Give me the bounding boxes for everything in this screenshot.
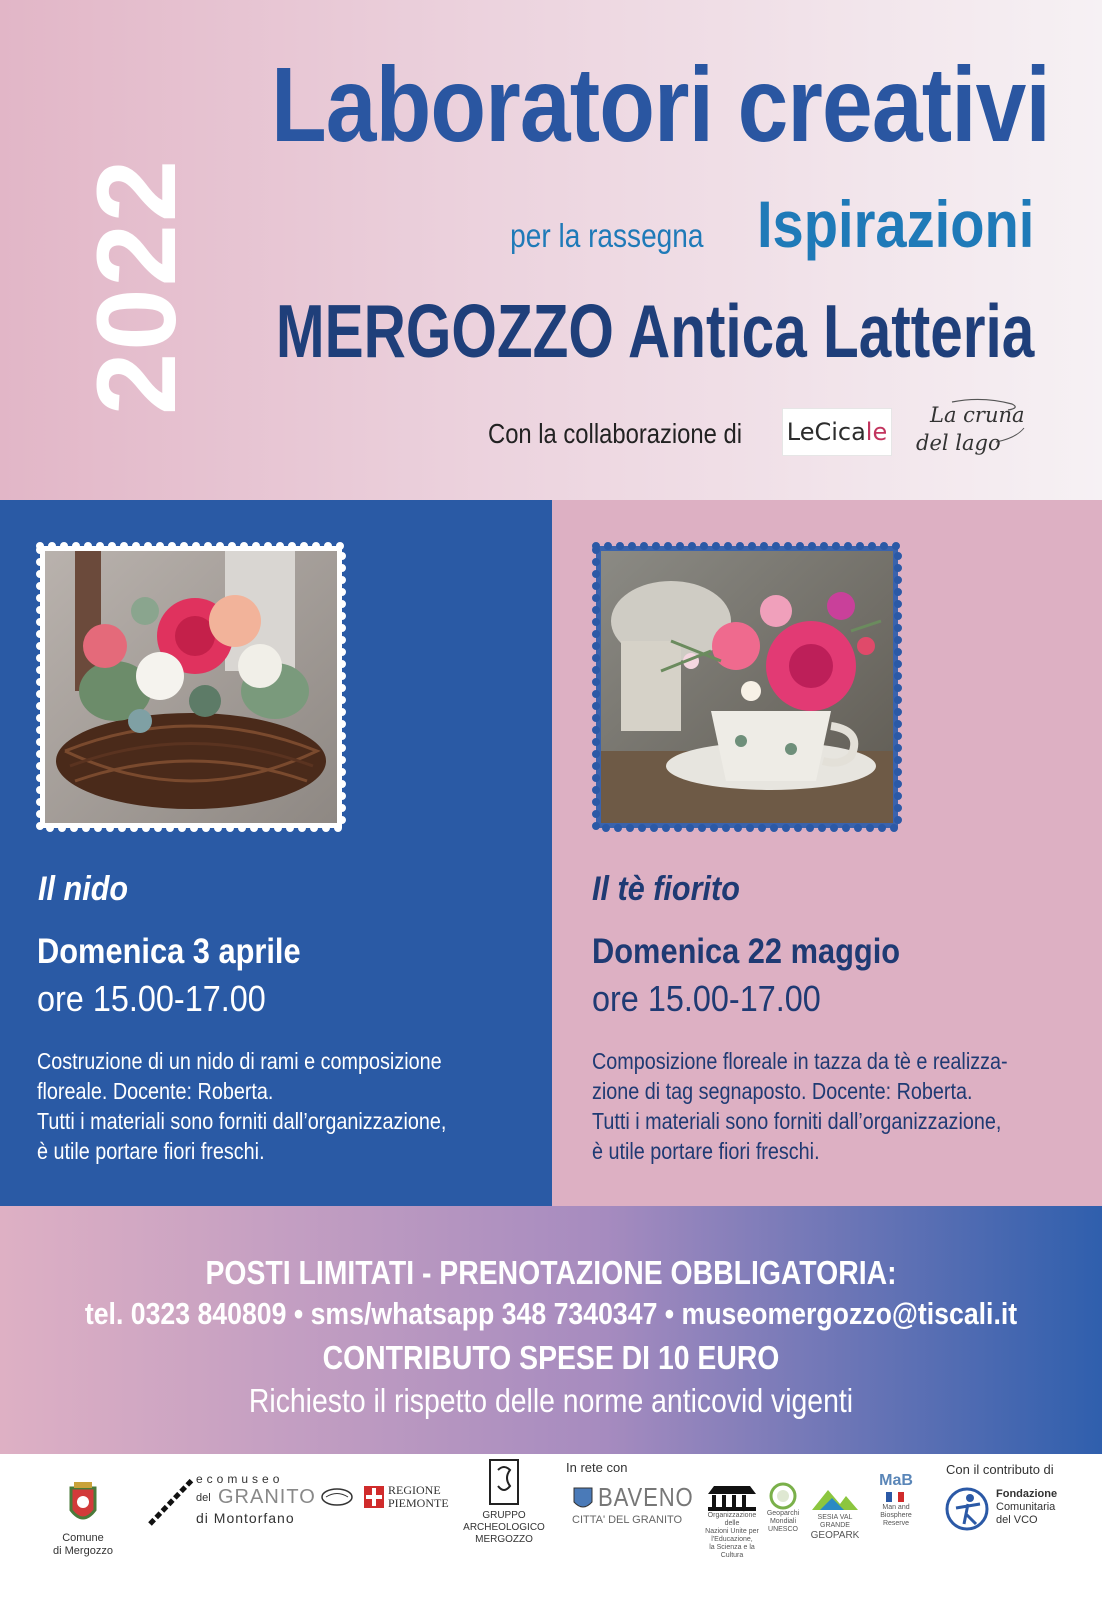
unesco-temple-icon [700,1484,764,1512]
gruppo-line3: MERGOZZO [475,1534,533,1545]
event-name: Il nido [38,870,129,908]
geoparchi-line3: UNESCO [768,1526,798,1533]
fondazione-logo [944,1486,1094,1536]
description-line: zione di tag segnaposto. Docente: Roberta. [592,1078,973,1104]
header [0,0,1102,500]
unesco-line1: Organizzazione delle [707,1512,757,1527]
gruppo-archeologico-logo [462,1454,546,1546]
regione-line2: PIEMONTE [388,1496,449,1510]
description-line: Tutti i materiali sono forniti dall’organizzazione, [37,1108,447,1134]
year: 2022 [74,157,199,415]
lecicale-logo-accent: le [865,418,888,446]
lecicale-logo-text: LeCica [786,418,866,446]
geoparchi-logo [766,1482,800,1534]
nest-bouquet-photo-icon [45,551,337,823]
stone-icon [320,1486,354,1508]
piemonte-shield-icon [364,1486,384,1508]
description-line: floreale. Docente: Roberta. [37,1078,274,1104]
comune-line1: Comune [62,1532,104,1544]
ecomuseo-del: del [196,1492,211,1504]
geopark-line2: GEOPARK [810,1530,860,1541]
mab-line2: Biosphere [880,1512,912,1519]
comune-logo [44,1480,122,1558]
comune-line2: di Mergozzo [53,1545,113,1557]
ecomuseo-top: ecomuseo [196,1472,284,1486]
event-date: Domenica 3 aprile [37,932,301,971]
photo-frame [36,542,346,832]
gruppo-line1: GRUPPO [482,1510,526,1521]
baveno-logo [570,1480,694,1530]
event-description [37,1046,519,1166]
photo-frame [592,542,902,832]
description-line: Composizione floreale in tazza da tè e realizza- [592,1048,1008,1074]
cruna-del-lago-logo [912,398,1032,466]
regione-line1: REGIONE [388,1483,441,1497]
booking-contacts: tel. 0323 840809 • sms/whatsapp 348 7340347 • museomergozzo@tiscali.it [84,1296,1018,1331]
geoparchi-line2: Mondiali [769,1518,797,1525]
mab-flag-icon [876,1490,916,1504]
booking-headline: POSTI LIMITATI - PRENOTAZIONE OBBLIGATORIA: [205,1254,897,1291]
description-line: Tutti i materiali sono forniti dall’organizzazione, [592,1108,1002,1134]
cruna-line2: del lago [916,431,1001,455]
mab-line3: Reserve [882,1520,910,1527]
event-date: Domenica 22 maggio [592,932,901,971]
subtitle-name: Ispirazioni [756,187,1034,261]
event-name: Il tè fiorito [592,870,740,908]
unesco-line2: Nazioni Unite per l'Educazione, [705,1528,759,1543]
booking-covid-note: Richiesto il rispetto delle norme anticovid vigenti [248,1382,854,1419]
ecomuseo-bottom: di Montorfano [196,1510,295,1526]
in-rete-label: In rete con [566,1460,628,1475]
lecicale-logo [782,408,892,456]
event-panel-te-fiorito [552,500,1102,1206]
event-time: ore 15.00-17.00 [592,978,821,1019]
venue: MERGOZZO Antica Latteria [275,289,1034,373]
description-line: è utile portare fiori freschi. [592,1138,820,1164]
mab-line1: Man and [882,1504,910,1511]
mab-logo [876,1472,916,1528]
globe-icon [766,1482,800,1510]
teacup-bouquet-photo-icon [601,551,893,823]
baton-icon [146,1474,196,1528]
collaboration-label: Con la collaborazione di [488,418,743,449]
booking-band [0,1206,1102,1454]
page-title: Laboratori creativi [270,46,1050,164]
subtitle-prefix: per la rassegna [509,217,704,254]
person-circle-icon [944,1486,990,1532]
unesco-logo [700,1484,764,1560]
description-line: è utile portare fiori freschi. [37,1138,265,1164]
mountain-icon [806,1484,864,1514]
baveno-shield-icon [572,1486,594,1512]
coat-of-arms-icon [44,1480,122,1532]
unesco-line3: la Scienza e la Cultura [709,1544,755,1559]
contributo-label: Con il contributo di [946,1462,1054,1477]
archaeology-icon [462,1454,546,1510]
mab-logo-text: MaB [879,1472,913,1489]
fondazione-line1: Fondazione [996,1488,1058,1500]
fondazione-line3: del VCO [996,1514,1038,1526]
fondazione-line2: Comunitaria [996,1501,1056,1513]
subtitle [476,186,1034,262]
ecomuseo-logo [146,1472,356,1532]
event-panel-nido [0,500,552,1206]
gruppo-line2: ARCHEOLOGICO [463,1522,545,1533]
geoparchi-line1: Geoparchi [766,1510,800,1517]
baveno-sub: CITTA' DEL GRANITO [572,1514,683,1526]
footer [0,1454,1102,1600]
regione-piemonte-logo [364,1483,449,1510]
event-time: ore 15.00-17.00 [37,978,266,1019]
event-description [592,1046,1074,1166]
cruna-line1: La cruna [930,403,1025,427]
booking-fee: CONTRIBUTO SPESE DI 10 EURO [322,1339,780,1376]
ecomuseo-granito: GRANITO [218,1486,316,1508]
baveno-name: BAVENO [598,1482,694,1512]
geopark-logo [806,1484,864,1541]
description-line: Costruzione di un nido di rami e composizione [37,1048,442,1074]
geopark-line1: SESIA VAL GRANDE [817,1514,853,1529]
